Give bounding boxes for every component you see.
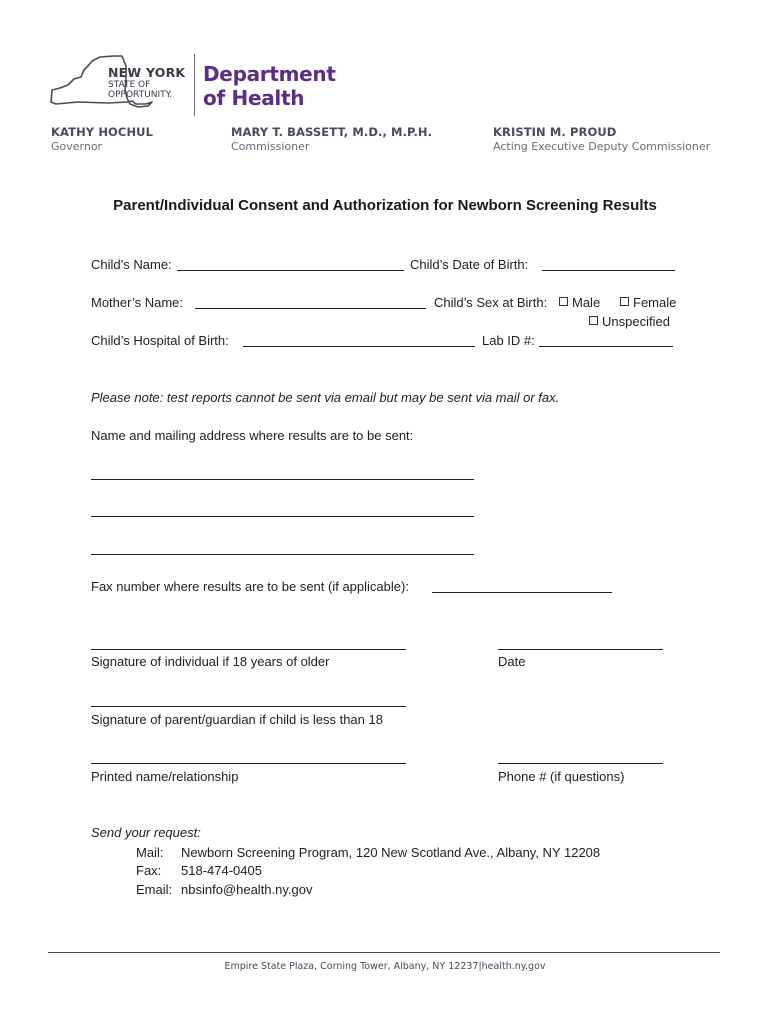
phone-label: Phone # (if questions): [498, 769, 625, 784]
sig-parent-label: Signature of parent/guardian if child is less than 18: [91, 712, 383, 727]
unspecified-label: Unspecified: [602, 314, 670, 329]
send-email-value[interactable]: nbsinfo@health.ny.gov: [181, 882, 313, 897]
sex-option-male[interactable]: [559, 295, 600, 310]
lab-id-field[interactable]: [539, 346, 673, 347]
unspecified-checkbox-icon[interactable]: [589, 316, 598, 325]
hospital-label: Child’s Hospital of Birth:: [91, 333, 229, 348]
ny-line3: OPPORTUNITY.: [108, 90, 173, 100]
sex-option-female[interactable]: [620, 295, 676, 310]
childs-name-field[interactable]: [177, 270, 404, 271]
mothers-name-label: Mother’s Name:: [91, 295, 183, 310]
hospital-field[interactable]: [243, 346, 475, 347]
dept-line2: of Health: [203, 86, 305, 110]
send-fax-label: Fax:: [136, 863, 162, 878]
email-note: Please note: test reports cannot be sent via email but may be sent via mail or fax.: [91, 390, 560, 405]
sig-parent-field[interactable]: [91, 706, 406, 707]
printed-name-field[interactable]: [91, 763, 406, 764]
ny-line1: NEW YORK: [108, 65, 186, 80]
male-label: Male: [572, 295, 601, 310]
date-label: Date: [498, 654, 526, 669]
form-title: Parent/Individual Consent and Authorization for Newborn Screening Results: [113, 197, 657, 214]
send-mail-label: Mail:: [136, 845, 164, 860]
childs-name-label: Child’s Name:: [91, 257, 172, 272]
fax-number-field[interactable]: [432, 592, 612, 593]
sex-option-unspecified[interactable]: [589, 314, 670, 329]
official-name-deputy: KRISTIN M. PROUD: [493, 125, 617, 139]
female-checkbox-icon[interactable]: [620, 297, 629, 306]
official-name-commissioner: MARY T. BASSETT, M.D., M.P.H.: [231, 125, 433, 139]
send-fax-value: 518-474-0405: [181, 863, 262, 878]
childs-sex-label: Child’s Sex at Birth:: [434, 295, 548, 310]
official-name-governor: KATHY HOCHUL: [51, 125, 154, 139]
printed-name-label: Printed name/relationship: [91, 769, 239, 784]
lab-id-label: Lab ID #:: [482, 333, 535, 348]
dept-line1: Department: [203, 62, 336, 86]
official-role-commissioner: Commissioner: [231, 140, 310, 153]
sig-individual-field[interactable]: [91, 649, 406, 650]
address-line-1[interactable]: [91, 479, 474, 480]
fax-number-label: Fax number where results are to be sent (if applicable):: [91, 579, 409, 594]
official-role-governor: Governor: [51, 140, 103, 153]
phone-field[interactable]: [498, 763, 663, 764]
sig-individual-label: Signature of individual if 18 years of older: [91, 654, 330, 669]
address-line-3[interactable]: [91, 554, 474, 555]
send-mail-value: Newborn Screening Program, 120 New Scotland Ave., Albany, NY 12208: [181, 845, 601, 860]
date-field[interactable]: [498, 649, 663, 650]
ny-line2: STATE OF: [108, 80, 151, 90]
mothers-name-field[interactable]: [195, 308, 426, 309]
childs-dob-field[interactable]: [542, 270, 675, 271]
send-heading: Send your request:: [91, 825, 201, 840]
ny-state-logo: [48, 52, 338, 118]
male-checkbox-icon[interactable]: [559, 297, 568, 306]
childs-dob-label: Child’s Date of Birth:: [410, 257, 529, 272]
address-line-2[interactable]: [91, 516, 474, 517]
address-label: Name and mailing address where results are to be sent:: [91, 428, 414, 443]
official-role-deputy: Acting Executive Deputy Commissioner: [493, 140, 711, 153]
female-label: Female: [633, 295, 677, 310]
footer-divider: [48, 952, 720, 953]
footer-address: Empire State Plaza, Corning Tower, Albany, NY 12237|health.ny.gov: [224, 961, 546, 972]
send-email-label: Email:: [136, 882, 173, 897]
logo-divider: [194, 54, 195, 116]
